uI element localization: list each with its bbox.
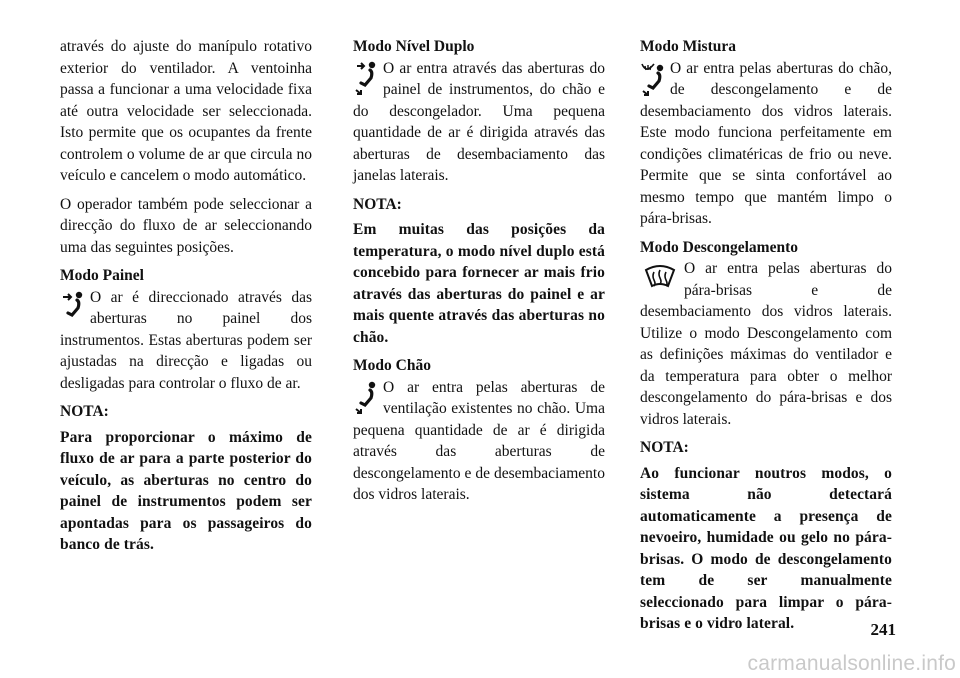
page-number: 241 <box>870 620 896 639</box>
mix-mode-text: O ar entra pelas aberturas do chão, de descongelamento e de desembaciamento dos vidros laterais. Este modo funciona perfeitamente em condições climatéricas de frio ou neve. Permite que se sinta confortável ao mesmo tempo que mantém limpo o pára-brisas. <box>640 59 892 227</box>
panel-mode-section <box>60 287 312 395</box>
bilevel-mode-text: O ar entra através das aberturas do painel de instrumentos, do chão e do descongelador. Uma pequena quantidade de ar é dirigida através das aberturas de desembaciamento das janelas laterais. <box>353 59 605 184</box>
defrost-mode-icon <box>640 260 680 300</box>
mix-mode-section <box>640 58 892 230</box>
floor-mode-section <box>353 377 605 506</box>
bilevel-mode-section <box>353 58 605 187</box>
note-text: Ao funcionar noutros modos, o sistema não detectará automaticamente a presença de nevoeiro, humidade ou gelo no pára-brisas. O modo de descongelamento tem de ser manualmente seleccionado para limpar o pára-brisas e o vidro lateral. <box>640 464 892 632</box>
floor-mode-text: O ar entra pelas aberturas de ventilação existentes no chão. Uma pequena quantidade de ar é dirigida através das aberturas de descongelamento e de desembaciamento dos vidros laterais. <box>353 378 605 503</box>
column-right <box>640 36 892 642</box>
intro-paragraph-2: O operador também pode seleccionar a direcção do fluxo de ar seleccionando uma das seguintes posições. <box>60 195 312 256</box>
bilevel-mode-heading: Modo Nível Duplo <box>353 38 475 55</box>
note-label: NOTA: <box>60 403 109 420</box>
defrost-mode-section <box>640 258 892 430</box>
floor-mode-heading: Modo Chão <box>353 357 431 374</box>
note-text: Em muitas das posições da temperatura, o modo nível duplo está concebido para fornecer ar mais frio através das aberturas do painel e ar mais quente através das aberturas no chão. <box>353 221 605 346</box>
note-label: NOTA: <box>640 439 689 456</box>
panel-mode-icon <box>60 289 86 329</box>
watermark: carmanualsonline.info <box>747 652 956 675</box>
defrost-mode-heading: Modo Descongelamento <box>640 238 798 256</box>
column-middle <box>353 36 605 513</box>
column-left <box>60 36 312 563</box>
defrost-mode-text: O ar entra pelas aberturas do pára-brisas e de desembaciamento dos vidros laterais. Utilize o modo Descongelamento com as definições máximas do ventilador e da temperatura para obter o melhor descongelamento do pára-brisas e dos vidros laterais. <box>640 260 892 428</box>
bilevel-mode-icon <box>353 60 379 100</box>
mix-mode-heading: Modo Mistura <box>640 38 737 55</box>
intro-paragraph-1: através do ajuste do manípulo rotativo exterior do ventilador. A ventoinha passa a funcionar a uma velocidade fixa até outra velocidade ser seleccionada. Isto permite que os ocupantes da frente controlem o volume de ar que circula no veículo e cancelem o modo automático. <box>60 38 312 184</box>
mix-mode-icon <box>640 60 666 100</box>
note-label: NOTA: <box>353 195 402 213</box>
panel-mode-heading: Modo Painel <box>60 267 144 284</box>
note-text: Para proporcionar o máximo de fluxo de ar para a parte posterior do veículo, as aberturas no centro do painel de instrumentos podem ser apontadas para os passageiros do banco de trás. <box>60 428 312 553</box>
floor-mode-icon <box>353 379 379 419</box>
panel-mode-text: O ar é direccionado através das aberturas no painel dos instrumentos. Estas aberturas podem ser ajustadas na direcção e ligadas ou desligadas para controlar o fluxo de ar. <box>60 288 312 392</box>
